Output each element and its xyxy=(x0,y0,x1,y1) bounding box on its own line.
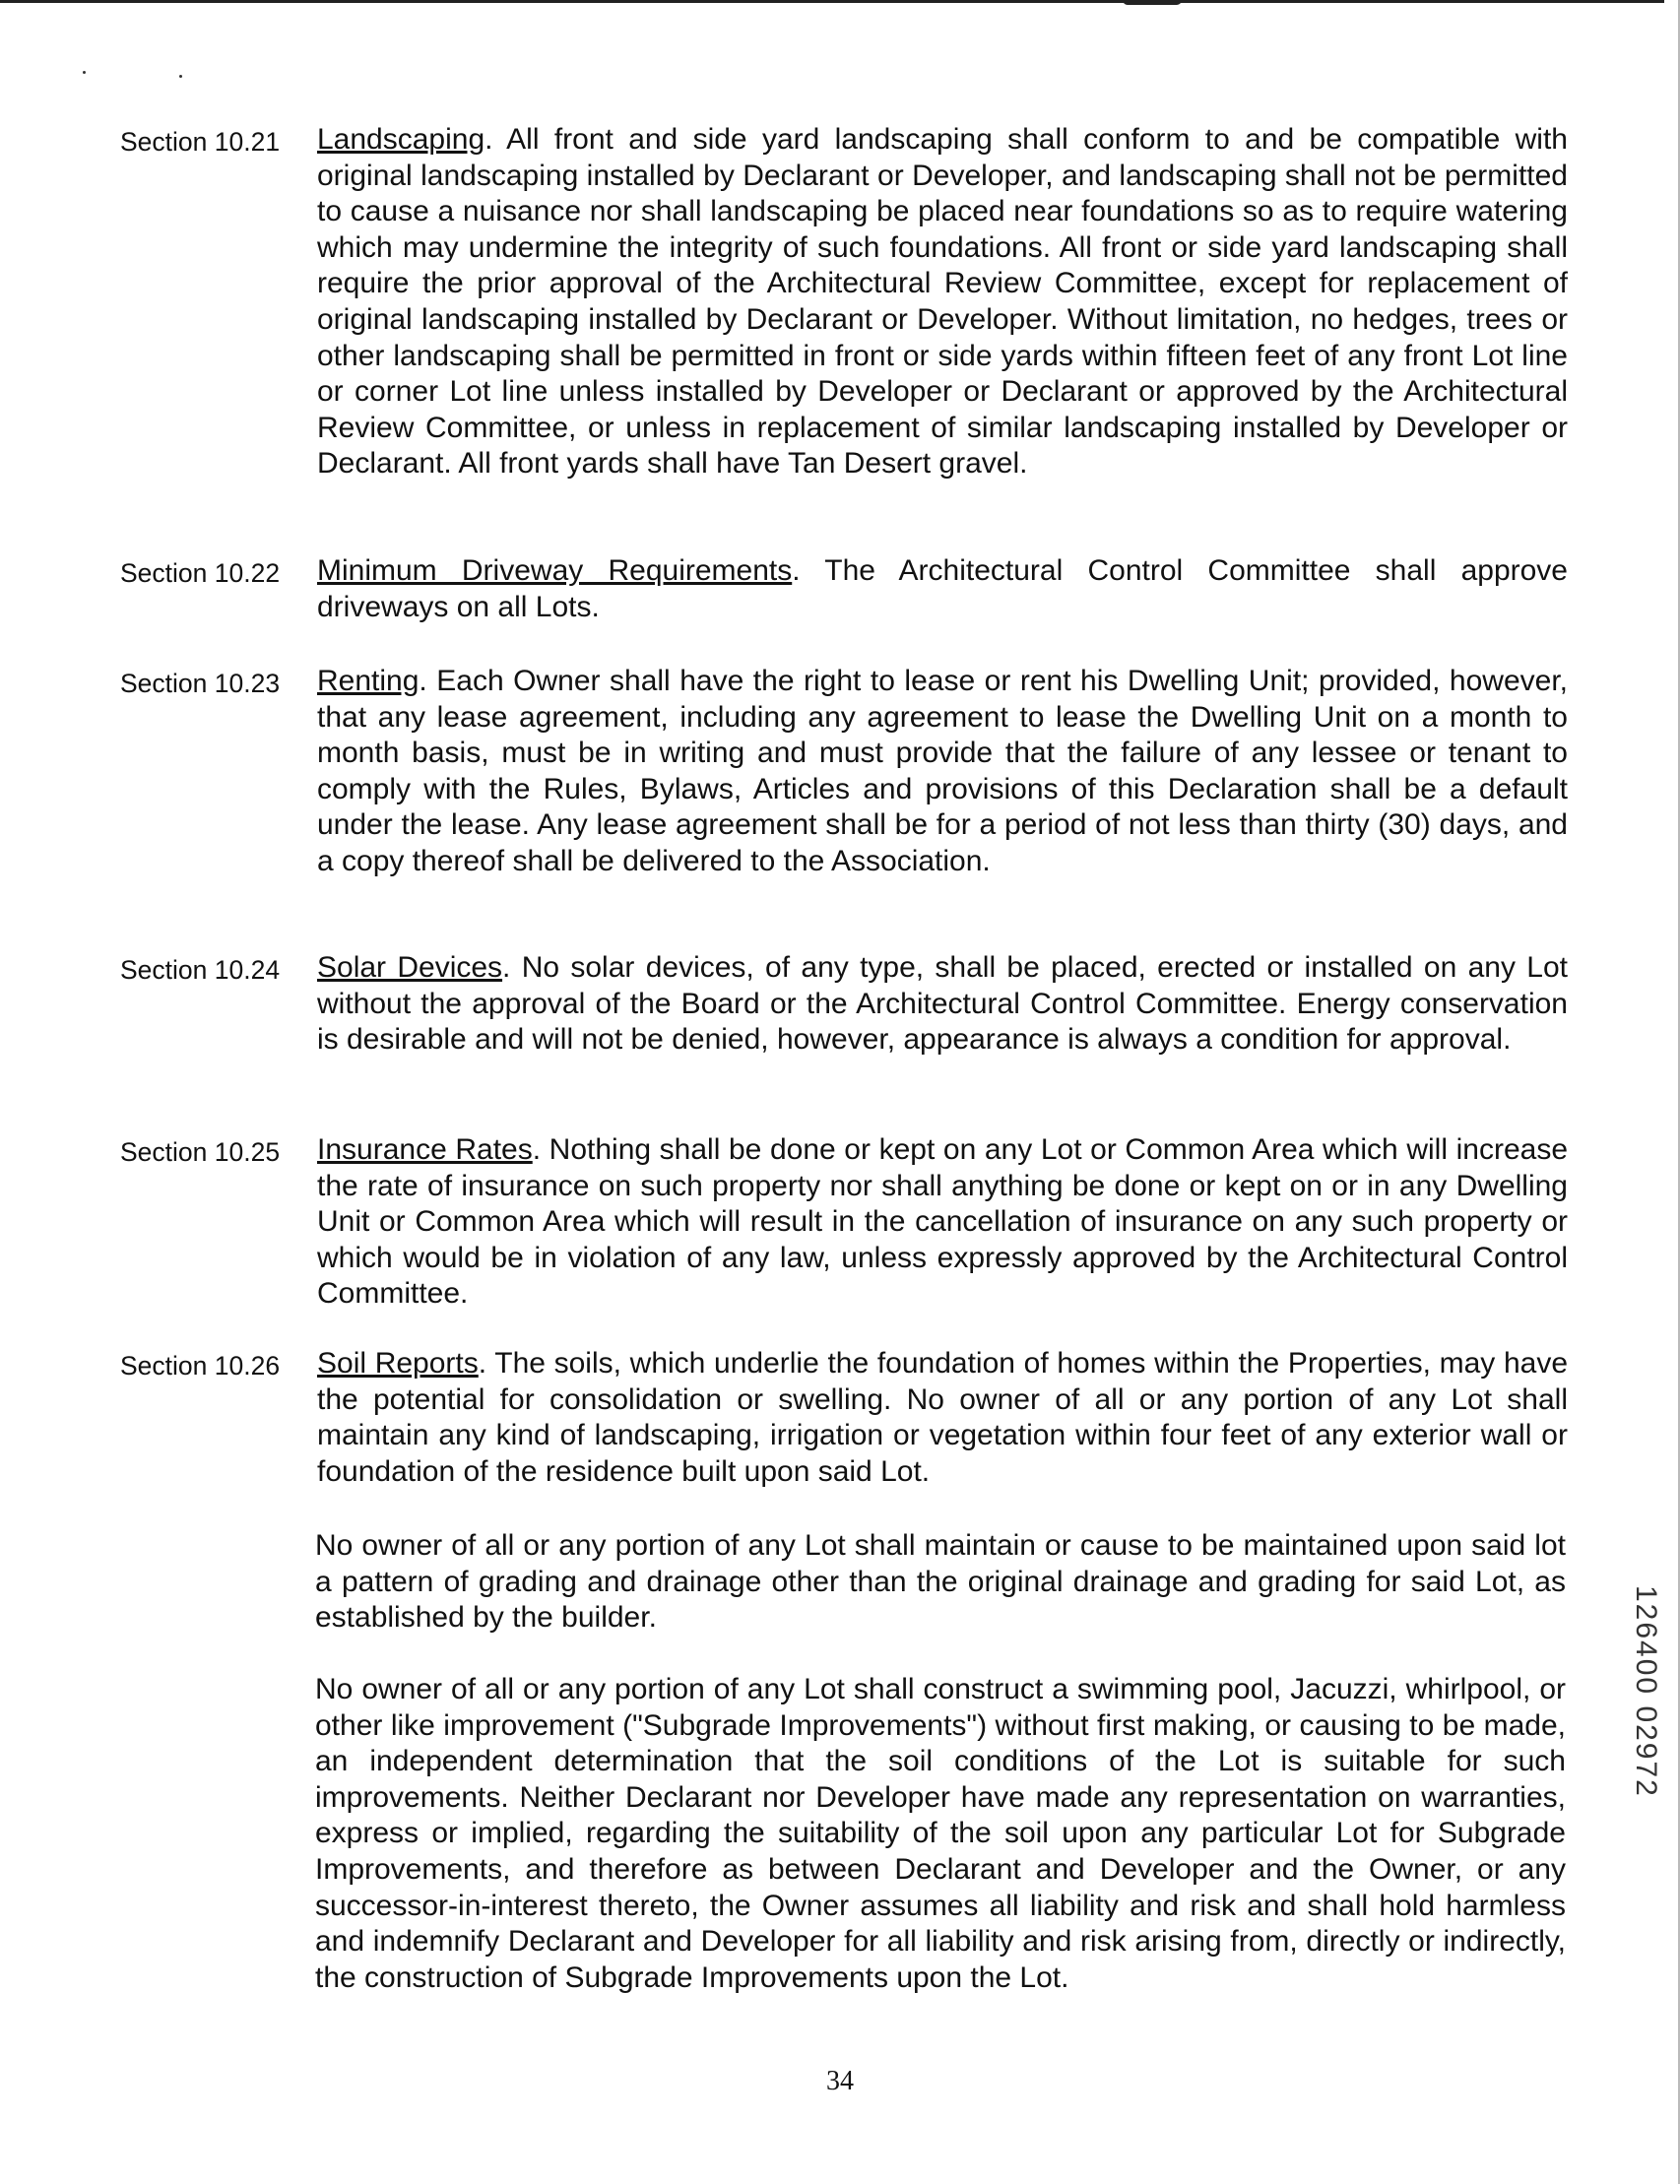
top-border-line xyxy=(0,0,1664,3)
section-title: Landscaping xyxy=(317,123,485,156)
section-title: Minimum Driveway Requirements xyxy=(317,554,793,587)
section-body xyxy=(317,122,1568,482)
section-10-21 xyxy=(120,122,1568,482)
section-10-24 xyxy=(120,950,1568,1059)
section-label: Section 10.21 xyxy=(120,127,281,157)
section-body xyxy=(317,1132,1568,1313)
section-text: . Nothing shall be done or kept on any Lot or Common Area which will increase the rate of insurance on such property nor shall anything be done or kept on or in any Dwelling Unit or Common Area which will result in the cancellation of insurance on any such property or which would be in violation of any law, unless expressly approved by the Architectural Control Committee. xyxy=(317,1133,1569,1311)
scan-speck xyxy=(179,75,182,78)
section-title: Insurance Rates xyxy=(317,1133,533,1166)
section-text: . All front and side yard landscaping shall conform to and be compatible with original landscaping installed by Declarant or Developer, and landscaping shall not be permitted to cause a nuisance nor shall landscaping be placed near foundations so as to require watering which may undermine the integrity of such foundations. All front or side yard landscaping shall require the prior approval of the Architectural Review Committee, except for replacement of original landscaping installed by Declarant or Developer. Without limitation, no hedges, trees or other landscaping shall be permitted in front or side yards within fifteen feet of any front Lot line or corner Lot line unless installed by Developer or Declarant or approved by the Architectural Review Committee, or unless in replacement of similar landscaping installed by Developer or Declarant. All front yards shall have Tan Desert gravel. xyxy=(317,123,1568,481)
section-10-22 xyxy=(120,553,1568,625)
section-title: Soil Reports xyxy=(317,1347,479,1380)
body-paragraph: No owner of all or any portion of any Lot shall construct a swimming pool, Jacuzzi, whirlpool, or other like improvement ("Subgrade Improvements") without first making, or causing to be made, an independent determination that the soil conditions of the Lot is suitable for such improvements. Neither Declarant nor Developer have made any representation on warranties, express or implied, regarding the suitability of the soil upon any particular Lot for Subgrade Improvements, and therefore as between Declarant and Developer and the Owner, or any successor-in-interest thereto, the Owner assumes all liability and risk and shall hold harmless and indemnify Declarant and Developer for all liability and risk arising from, directly or indirectly, the construction of Subgrade Improvements upon the Lot. xyxy=(315,1673,1566,1994)
top-border-mark xyxy=(1123,0,1182,5)
section-body xyxy=(317,1346,1568,1490)
section-text: . Each Owner shall have the right to lease or rent his Dwelling Unit; provided, however, that any lease agreement, including any agreement to lease the Dwelling Unit on a month to month basis, must be in writing and must provide that the failure of any lessee or tenant to comply with the Rules, Bylaws, Articles and provisions of this Declaration shall be a default under the lease. Any lease agreement shall be for a period of not less than thirty (30) days, and a copy thereof shall be delivered to the Association. xyxy=(317,665,1568,877)
section-body xyxy=(317,950,1568,1059)
body-paragraph: No owner of all or any portion of any Lot shall maintain or cause to be maintained upon said lot a pattern of grading and drainage other than the original drainage and grading for said Lot, as established by the builder. xyxy=(315,1529,1566,1635)
section-title: Renting xyxy=(317,665,420,697)
page-number: 34 xyxy=(826,2066,854,2096)
scan-speck xyxy=(83,71,86,74)
section-10-25 xyxy=(120,1132,1568,1313)
section-10-26 xyxy=(120,1346,1568,1490)
section-10-23 xyxy=(120,664,1568,880)
section-label: Section 10.22 xyxy=(120,558,281,588)
section-label: Section 10.23 xyxy=(120,669,281,698)
section-body xyxy=(317,553,1568,625)
section-label: Section 10.25 xyxy=(120,1137,281,1167)
section-body xyxy=(317,664,1568,880)
section-text: . No solar devices, of any type, shall be placed, erected or installed on any Lot without the approval of the Board or the Architectural Control Committee. Energy conservation is desirable and will not be denied, however, appearance is always a condition for approval. xyxy=(317,951,1568,1057)
section-label: Section 10.26 xyxy=(120,1351,281,1381)
section-title: Solar Devices xyxy=(317,951,503,984)
section-label: Section 10.24 xyxy=(120,955,281,985)
margin-stamp: 126400 02972 xyxy=(1630,1585,1662,1798)
section-text: . The soils, which underlie the foundation of homes within the Properties, may have the potential for consolidation or swelling. No owner of all or any portion of any Lot shall maintain any kind of landscaping, irrigation or vegetation within four feet of any exterior wall or foundation of the residence built upon said Lot. xyxy=(317,1347,1569,1488)
section-text: . The Architectural Control Committee shall approve driveways on all Lots. xyxy=(317,554,1568,623)
